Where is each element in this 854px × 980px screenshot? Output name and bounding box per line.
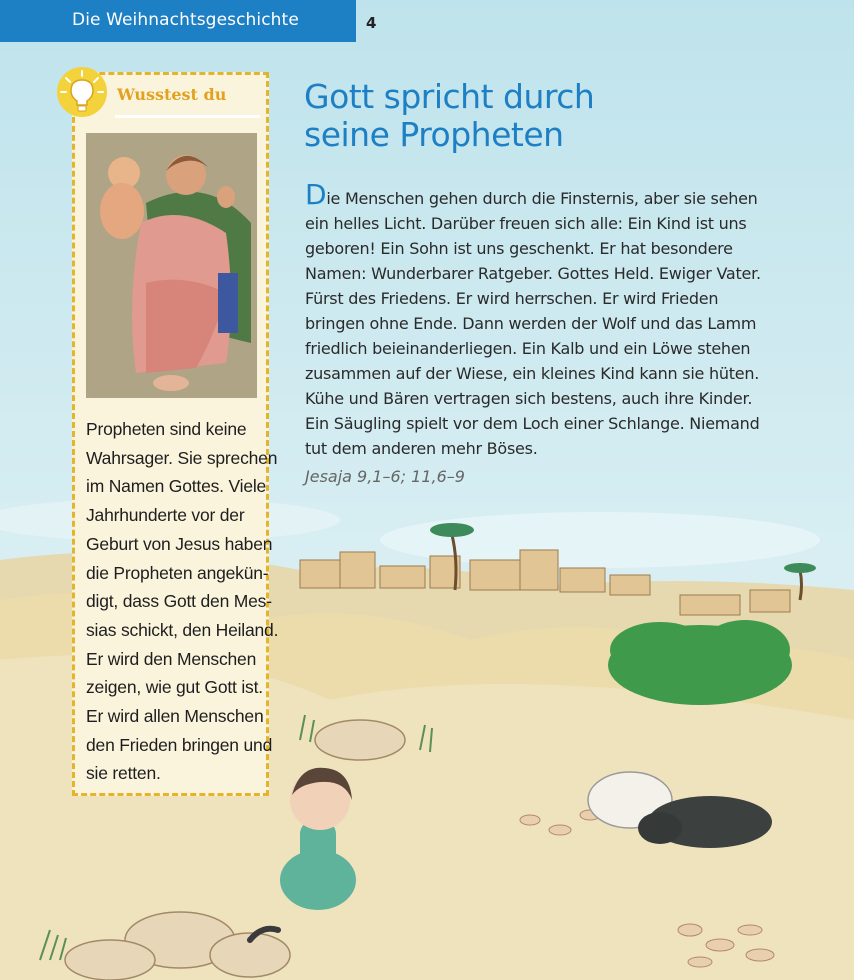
story-line-rest: ie Menschen gehen durch die Finsternis, aber sie sehen — [326, 189, 758, 208]
story-line: zusammen auf der Wiese, ein kleines Kind kann sie hüten. — [305, 364, 760, 383]
prophet-painting-image — [86, 133, 257, 398]
bible-reference: Jesaja 9,1–6; 11,6–9 — [305, 467, 465, 486]
info-line: Er wird allen Menschen — [86, 706, 264, 727]
story-line — [305, 178, 845, 211]
did-you-know-heading: Wusstest du — [117, 85, 227, 104]
lightbulb-icon — [56, 66, 108, 118]
did-you-know-box — [72, 72, 279, 796]
story-text — [305, 178, 845, 461]
story-line: tut dem anderen mehr Böses. — [305, 439, 538, 458]
info-line: Geburt von Jesus haben — [86, 533, 273, 554]
story-line: Ein Säugling spielt vor dem Loch einer Schlange. Niemand — [305, 414, 760, 433]
info-line: Wahrsager. Sie sprechen — [86, 447, 278, 468]
info-line: sie retten. — [86, 763, 161, 784]
page-number: 4 — [366, 14, 377, 32]
did-you-know-text — [86, 415, 279, 788]
info-line: die Propheten angekün- — [86, 562, 269, 583]
story-line: bringen ohne Ende. Dann werden der Wolf und das Lamm — [305, 314, 757, 333]
drop-cap: D — [305, 178, 327, 211]
info-line: Jahrhunderte vor der — [86, 505, 245, 526]
article-title — [304, 78, 594, 154]
story-line: ein helles Licht. Darüber freuen sich alle: Ein Kind ist uns — [305, 214, 747, 233]
info-line: Er wird den Menschen — [86, 648, 257, 669]
story-line: Fürst des Friedens. Er wird herrschen. Er wird Frieden — [305, 289, 719, 308]
story-line: friedlich beieinanderliegen. Ein Kalb und ein Löwe stehen — [305, 339, 751, 358]
story-line: Kühe und Bären vertragen sich bestens, auch ihre Kinder. — [305, 389, 753, 408]
article-title-line: seine Propheten — [304, 115, 564, 154]
story-line: Namen: Wunderbarer Ratgeber. Gottes Held. Ewiger Vater. — [305, 264, 761, 283]
prophet-painting — [86, 133, 257, 398]
info-line: digt, dass Gott den Mes- — [86, 591, 272, 612]
chapter-title: Die Weihnachtsgeschichte — [72, 10, 299, 30]
info-line: Propheten sind keine — [86, 419, 247, 439]
heading-rule — [115, 115, 260, 118]
article-title-line: Gott spricht durch — [304, 77, 595, 116]
info-line: im Namen Gottes. Viele — [86, 476, 267, 497]
info-line: zeigen, wie gut Gott ist. — [86, 677, 263, 698]
info-line: den Frieden bringen und — [86, 734, 273, 755]
info-line: sias schickt, den Heiland. — [86, 619, 279, 640]
story-line: geboren! Ein Sohn ist uns geschenkt. Er hat besondere — [305, 239, 733, 258]
